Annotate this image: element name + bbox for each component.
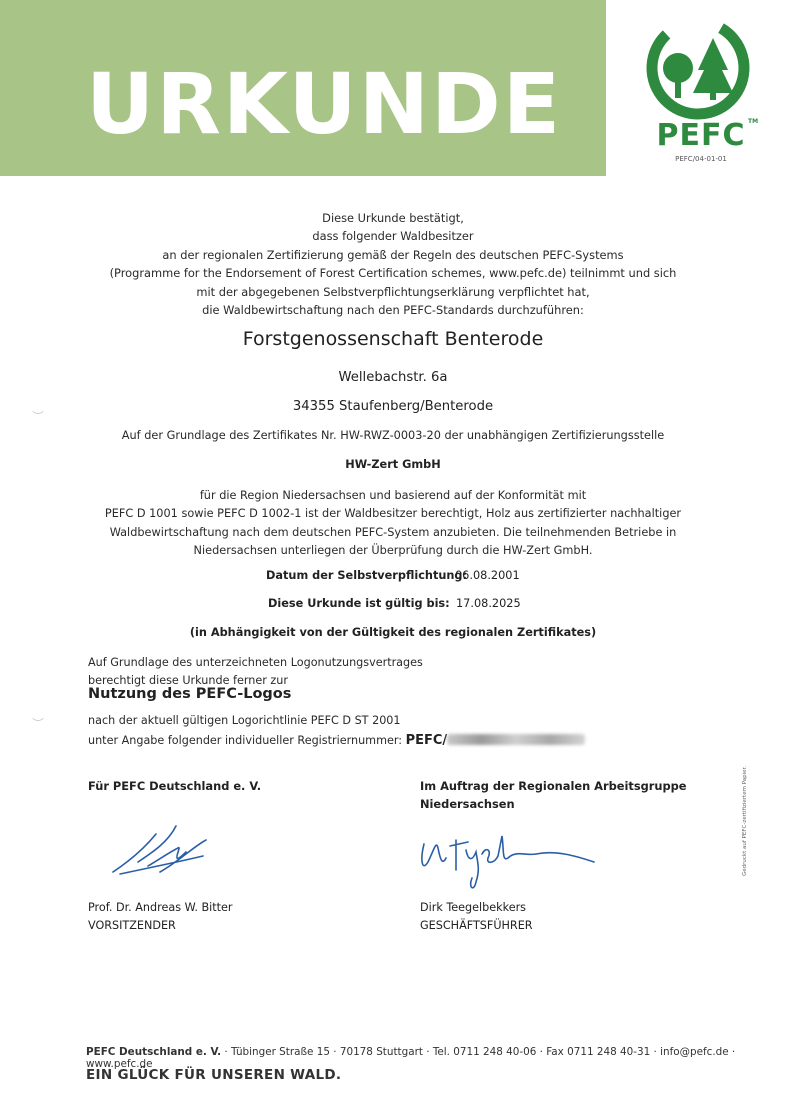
right-signatory xyxy=(420,899,533,935)
punch-mark xyxy=(30,398,46,414)
region-line: Niedersachsen unterliegen der Überprüfung durch die HW-Zert GmbH. xyxy=(193,543,593,557)
intro-text xyxy=(80,209,706,319)
region-line: Waldbewirtschaftung nach dem deutschen PEFC-System anzubieten. Die teilnehmenden Betriebe in xyxy=(109,525,677,539)
logo-trunk-right xyxy=(710,92,716,100)
intro-line: mit der abgegebenen Selbstverpflichtungserklärung verpflichtet hat, xyxy=(196,284,590,299)
left-signatory-name: Prof. Dr. Andreas W. Bitter xyxy=(88,901,233,914)
right-signatory-role: GESCHÄFTSFÜHRER xyxy=(420,919,533,932)
logo-usage-intro xyxy=(88,654,423,689)
certificate-basis: Auf der Grundlage des Zertifikates Nr. HW-RWZ-0003-20 der unabhängigen Zertifizierungsstelle xyxy=(121,429,665,442)
logo-ring xyxy=(638,18,758,131)
intro-line: die Waldbewirtschaftung nach den PEFC-Standards durchzuführen: xyxy=(202,303,584,318)
footer-org: PEFC Deutschland e. V. xyxy=(86,1046,222,1058)
intro-line: dass folgender Waldbesitzer xyxy=(312,229,474,244)
logo-wordmark: PEFC xyxy=(656,118,746,153)
logo-usage-details xyxy=(88,711,585,750)
registration-number-redacted xyxy=(447,734,585,745)
signature-bitter xyxy=(108,822,218,882)
intro-line: Diese Urkunde bestätigt, xyxy=(322,211,464,225)
logo-trunk-left xyxy=(675,76,681,98)
owner-city: 34355 Staufenberg/Benterode xyxy=(292,399,494,414)
punch-mark xyxy=(30,705,46,721)
logo-usage-line: berechtigt diese Urkunde ferner zur xyxy=(88,673,288,687)
logo-tree-right xyxy=(693,38,733,93)
registration-prefix: PEFC/ xyxy=(405,732,448,748)
valid-value: 17.08.2025 xyxy=(456,597,521,610)
paper-note: Gedruckt auf PEFC-zertifiziertem Papier. xyxy=(742,765,748,876)
valid-label: Diese Urkunde ist gültig bis: xyxy=(268,597,450,610)
owner-street: Wellebachstr. 6a xyxy=(338,370,448,385)
registration-line xyxy=(88,731,585,751)
region-line: für die Region Niedersachsen und basierend auf der Konformität mit xyxy=(199,489,587,502)
right-signatory-name: Dirk Teegelbekkers xyxy=(420,901,527,914)
left-signatory-heading: Für PEFC Deutschland e. V. xyxy=(88,779,262,793)
footer-contact: · Tübinger Straße 15 · 70178 Stuttgart · Tel. 0711 248 40-06 · Fax 0711 248 40-31 · info@pefc.de · www.pefc.de xyxy=(86,1046,736,1070)
logo-trademark: TM xyxy=(748,118,759,125)
left-signatory xyxy=(88,899,233,935)
intro-line: (Programme for the Endorsement of Forest Certification schemes, www.pefc.de) teilnimmt und sich xyxy=(109,266,677,281)
footer-slogan: EIN GLÜCK FÜR UNSEREN WALD. xyxy=(86,1067,342,1083)
right-heading-line: Niedersachsen xyxy=(420,797,515,811)
left-signatory-role: VORSITZENDER xyxy=(88,919,176,932)
date-value: 06.08.2001 xyxy=(455,569,520,582)
right-heading-line: Im Auftrag der Regionalen Arbeitsgruppe xyxy=(420,779,687,793)
owner-name: Forstgenossenschaft Benterode xyxy=(242,328,544,350)
region-line: PEFC D 1001 sowie PEFC D 1002-1 ist der Waldbesitzer berechtigt, Holz aus zertifizierter nachhaltiger xyxy=(104,507,682,521)
right-signatory-heading xyxy=(420,777,687,813)
validity-note: (in Abhängigkeit von der Gültigkeit des regionalen Zertifikates) xyxy=(189,626,597,639)
date-label: Datum der Selbstverpflichtung: xyxy=(266,569,468,582)
signature-teegelbekkers xyxy=(416,830,606,900)
registration-label: unter Angabe folgender individueller Registriernummer: xyxy=(88,733,403,747)
certification-body: HW-Zert GmbH xyxy=(345,458,441,471)
logo-usage-heading: Nutzung des PEFC-Logos xyxy=(88,686,292,702)
region-text xyxy=(90,487,696,560)
intro-line: an der regionalen Zertifizierung gemäß der Regeln des deutschen PEFC-Systems xyxy=(162,247,624,262)
logo-code: PEFC/04-01-01 xyxy=(675,155,727,163)
document-title: URKUNDE xyxy=(86,55,563,153)
logo-usage-line: Auf Grundlage des unterzeichneten Logonutzungsvertrages xyxy=(88,656,423,669)
logo-usage-line: nach der aktuell gültigen Logorichtlinie PEFC D ST 2001 xyxy=(88,714,401,727)
